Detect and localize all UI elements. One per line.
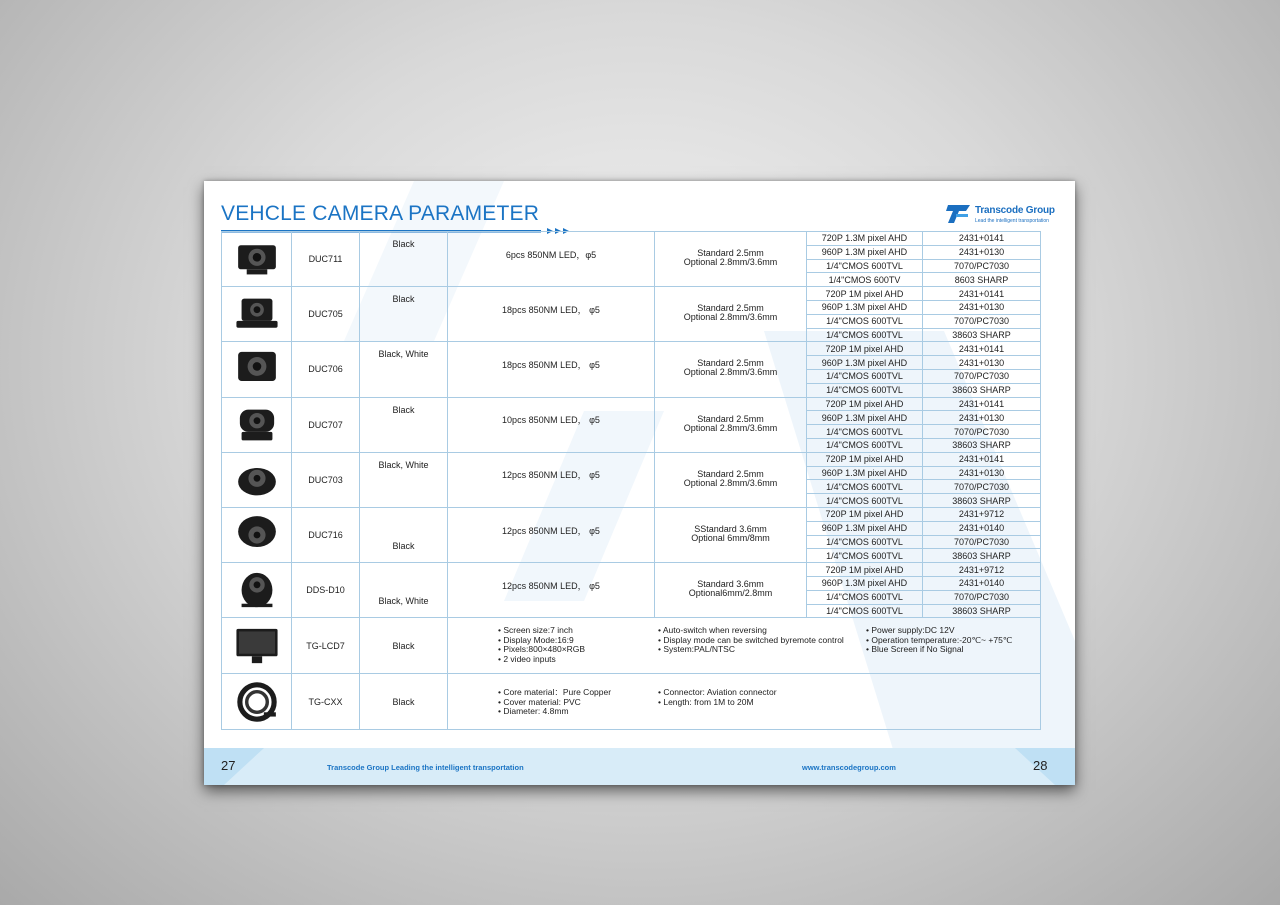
sensor-spec: 1/4"CMOS 600TVL [807, 494, 923, 508]
chip-value: 2431+0130 [923, 411, 1041, 425]
model-name: DUC705 [308, 309, 343, 320]
feature-item: • 2 video inputs [498, 655, 585, 665]
box-camera-icon [233, 345, 281, 393]
led-value: 10pcs 850NM LED， φ5 [502, 415, 600, 426]
feature-item: • Power supply:DC 12V [866, 626, 1012, 636]
sensor-spec: 720P 1M pixel AHD [807, 287, 923, 301]
lens-optional: Optional6mm/2.8mm [688, 588, 773, 599]
sensor-spec: 720P 1M pixel AHD [807, 563, 923, 577]
led-value: 6pcs 850NM LED，φ5 [505, 249, 597, 260]
lens-standard: Standard 2.5mm [697, 358, 764, 369]
monitor-icon [233, 622, 281, 670]
sensor-spec: 960P 1.3M pixel AHD [807, 356, 923, 370]
color-value: Black [392, 696, 415, 707]
logo-tagline: Lead the intelligent transportation [975, 218, 1049, 224]
model-name: DDS-D10 [306, 585, 345, 596]
feature-list [498, 688, 611, 717]
product-photo [222, 232, 292, 287]
chip-value: 2431+0141 [923, 232, 1041, 246]
lens-optional: Optional 2.8mm/3.6mm [683, 477, 778, 488]
chip-value: 8603 SHARP [923, 273, 1041, 287]
lens-optional: Optional 6mm/8mm [691, 533, 770, 544]
chip-value: 7070/PC7030 [923, 590, 1041, 604]
chip-value: 2431+0141 [923, 342, 1041, 356]
logo-name: Transcode Group [975, 205, 1055, 216]
chip-value: 7070/PC7030 [923, 259, 1041, 273]
lens-standard: Standard 2.5mm [697, 413, 764, 424]
chip-value: 7070/PC7030 [923, 425, 1041, 439]
brochure-spread [204, 181, 1075, 785]
chip-value: 7070/PC7030 [923, 480, 1041, 494]
chip-value: 7070/PC7030 [923, 314, 1041, 328]
feature-item: • Display Mode:16:9 [498, 636, 585, 646]
feature-item: • Auto-switch when reversing [658, 626, 844, 636]
page-number-left: 27 [221, 758, 236, 773]
led-value: 18pcs 850NM LED， φ5 [502, 359, 600, 370]
feature-list [658, 626, 844, 655]
table-row [222, 287, 1041, 301]
chip-value: 38603 SHARP [923, 438, 1041, 452]
table-row [222, 563, 1041, 577]
color-cell [360, 397, 448, 452]
chip-value: 2431+0140 [923, 521, 1041, 535]
table-row [222, 342, 1041, 356]
product-photo [222, 507, 292, 562]
lens-optional: Optional 2.8mm/3.6mm [683, 422, 778, 433]
chip-value: 7070/PC7030 [923, 535, 1041, 549]
feature-item: • Screen size:7 inch [498, 626, 585, 636]
table-row [222, 452, 1041, 466]
product-photo [222, 342, 292, 397]
dome-camera-icon [233, 511, 281, 559]
feature-item: • Operation temperature:-20℃~ +75℃ [866, 636, 1012, 646]
sensor-spec: 1/4"CMOS 600TVL [807, 604, 923, 618]
feature-item: • Cover material: PVC [498, 698, 611, 708]
led-cell [448, 397, 655, 452]
lens-standard: Standard 2.5mm [697, 248, 764, 259]
footer-tagline: Transcode Group Leading the intelligent transportation [327, 763, 524, 772]
chip-value: 7070/PC7030 [923, 369, 1041, 383]
feature-list [498, 626, 585, 664]
color-cell [360, 287, 448, 342]
lens-cell [655, 342, 807, 397]
color-value: Black [392, 541, 415, 552]
led-cell [448, 342, 655, 397]
box-camera-icon [233, 290, 281, 338]
bullet-camera-icon [233, 401, 281, 449]
sensor-spec: 720P 1M pixel AHD [807, 452, 923, 466]
model-name: TG-LCD7 [306, 640, 345, 651]
feature-item: • Display mode can be switched byremote control [658, 636, 844, 646]
model-cell [292, 342, 360, 397]
chip-value: 38603 SHARP [923, 383, 1041, 397]
color-value: Black, White [378, 596, 429, 607]
sensor-spec: 1/4"CMOS 600TVL [807, 438, 923, 452]
feature-item: • Core material：Pure Copper [498, 688, 611, 698]
color-value: Black, White [378, 349, 429, 360]
chip-value: 2431+9712 [923, 563, 1041, 577]
chip-value: 2431+0141 [923, 287, 1041, 301]
model-name: DUC707 [308, 419, 343, 430]
chip-value: 2431+0140 [923, 576, 1041, 590]
sensor-spec: 960P 1.3M pixel AHD [807, 576, 923, 590]
led-cell [448, 507, 655, 562]
chip-value: 2431+0141 [923, 397, 1041, 411]
color-value: Black, White [378, 459, 429, 470]
lens-standard: Standard 2.5mm [697, 303, 764, 314]
parameter-table [221, 231, 1041, 730]
model-name: TG-CXX [308, 696, 343, 707]
feature-item: • Blue Screen if No Signal [866, 645, 1012, 655]
model-cell [292, 452, 360, 507]
feature-list [658, 688, 777, 707]
sensor-spec: 720P 1M pixel AHD [807, 507, 923, 521]
model-name: DUC706 [308, 364, 343, 375]
sensor-spec: 1/4"CMOS 600TVL [807, 259, 923, 273]
feature-item: • Pixels:800×480×RGB [498, 645, 585, 655]
sensor-spec: 960P 1.3M pixel AHD [807, 466, 923, 480]
lens-cell [655, 397, 807, 452]
model-cell [292, 674, 360, 730]
lens-cell [655, 563, 807, 618]
sensor-spec: 720P 1M pixel AHD [807, 397, 923, 411]
led-value: 12pcs 850NM LED， φ5 [502, 580, 600, 591]
lens-standard: SStandard 3.6mm [694, 524, 767, 535]
color-cell [360, 507, 448, 562]
color-cell [360, 452, 448, 507]
sensor-spec: 1/4"CMOS 600TVL [807, 383, 923, 397]
lens-cell [655, 507, 807, 562]
sensor-spec: 1/4"CMOS 600TV [807, 273, 923, 287]
sensor-spec: 1/4"CMOS 600TVL [807, 328, 923, 342]
sensor-spec: 1/4"CMOS 600TVL [807, 369, 923, 383]
cable-reel-icon [233, 678, 281, 726]
color-cell [360, 563, 448, 618]
model-cell [292, 618, 360, 674]
table-row [222, 232, 1041, 246]
chip-value: 38603 SHARP [923, 494, 1041, 508]
chip-value: 2431+0130 [923, 356, 1041, 370]
led-cell [448, 563, 655, 618]
led-cell [448, 452, 655, 507]
table-row [222, 397, 1041, 411]
model-cell [292, 232, 360, 287]
color-cell [360, 342, 448, 397]
sensor-spec: 1/4"CMOS 600TVL [807, 590, 923, 604]
page-title: VEHCLE CAMERA PARAMETER [221, 202, 540, 225]
footer-website: www.transcodegroup.com [802, 763, 896, 772]
product-photo [222, 618, 292, 674]
color-value: Black [392, 640, 415, 651]
model-cell [292, 397, 360, 452]
brand-logo [946, 201, 1058, 227]
lens-cell [655, 232, 807, 287]
chip-value: 2431+0130 [923, 245, 1041, 259]
feature-item: • Diameter: 4.8mm [498, 707, 611, 717]
product-photo [222, 397, 292, 452]
chip-value: 2431+0141 [923, 452, 1041, 466]
table-row [222, 507, 1041, 521]
monitor-features [448, 618, 1041, 674]
table-row [222, 618, 1041, 674]
model-name: DUC703 [308, 474, 343, 485]
cable-features [448, 674, 1041, 730]
color-value: Black [392, 404, 415, 415]
led-cell [448, 287, 655, 342]
chip-value: 38603 SHARP [923, 549, 1041, 563]
logo-icon [946, 201, 972, 227]
sensor-spec: 960P 1.3M pixel AHD [807, 245, 923, 259]
sensor-spec: 1/4"CMOS 600TVL [807, 425, 923, 439]
table-row [222, 674, 1041, 730]
color-value: Black [392, 294, 415, 305]
led-value: 12pcs 850NM LED， φ5 [502, 525, 600, 536]
led-value: 18pcs 850NM LED， φ5 [502, 304, 600, 315]
model-cell [292, 507, 360, 562]
model-cell [292, 287, 360, 342]
lens-cell [655, 452, 807, 507]
chip-value: 2431+0130 [923, 300, 1041, 314]
model-cell [292, 563, 360, 618]
chip-value: 38603 SHARP [923, 604, 1041, 618]
color-cell [360, 674, 448, 730]
lens-cell [655, 287, 807, 342]
feature-item: • Length: from 1M to 20M [658, 698, 777, 708]
feature-item: • System:PAL/NTSC [658, 645, 844, 655]
led-value: 12pcs 850NM LED， φ5 [502, 470, 600, 481]
lens-standard: Standard 3.6mm [697, 579, 764, 590]
lens-standard: Standard 2.5mm [697, 468, 764, 479]
chip-value: 38603 SHARP [923, 328, 1041, 342]
color-value: Black [392, 239, 415, 250]
color-cell [360, 232, 448, 287]
chip-value: 2431+9712 [923, 507, 1041, 521]
product-photo [222, 674, 292, 730]
led-cell [448, 232, 655, 287]
page-number-right: 28 [1033, 758, 1048, 773]
sensor-spec: 1/4"CMOS 600TVL [807, 549, 923, 563]
color-cell [360, 618, 448, 674]
sensor-spec: 960P 1.3M pixel AHD [807, 521, 923, 535]
product-photo [222, 452, 292, 507]
model-name: DUC716 [308, 530, 343, 541]
feature-list [866, 626, 1012, 655]
lens-optional: Optional 2.8mm/3.6mm [683, 312, 778, 323]
lens-optional: Optional 2.8mm/3.6mm [683, 367, 778, 378]
model-name: DUC711 [308, 254, 343, 265]
product-photo [222, 563, 292, 618]
feature-item: • Connector: Aviation connector [658, 688, 777, 698]
sensor-spec: 720P 1.3M pixel AHD [807, 232, 923, 246]
product-photo [222, 287, 292, 342]
sensor-spec: 1/4"CMOS 600TVL [807, 314, 923, 328]
sensor-spec: 1/4"CMOS 600TVL [807, 535, 923, 549]
sensor-spec: 960P 1.3M pixel AHD [807, 300, 923, 314]
lens-optional: Optional 2.8mm/3.6mm [683, 257, 778, 268]
chip-value: 2431+0130 [923, 466, 1041, 480]
box-camera-icon [233, 235, 281, 283]
dome-camera-icon [233, 456, 281, 504]
sensor-spec: 720P 1M pixel AHD [807, 342, 923, 356]
sensor-spec: 960P 1.3M pixel AHD [807, 411, 923, 425]
dome-camera-icon [233, 566, 281, 614]
sensor-spec: 1/4"CMOS 600TVL [807, 480, 923, 494]
